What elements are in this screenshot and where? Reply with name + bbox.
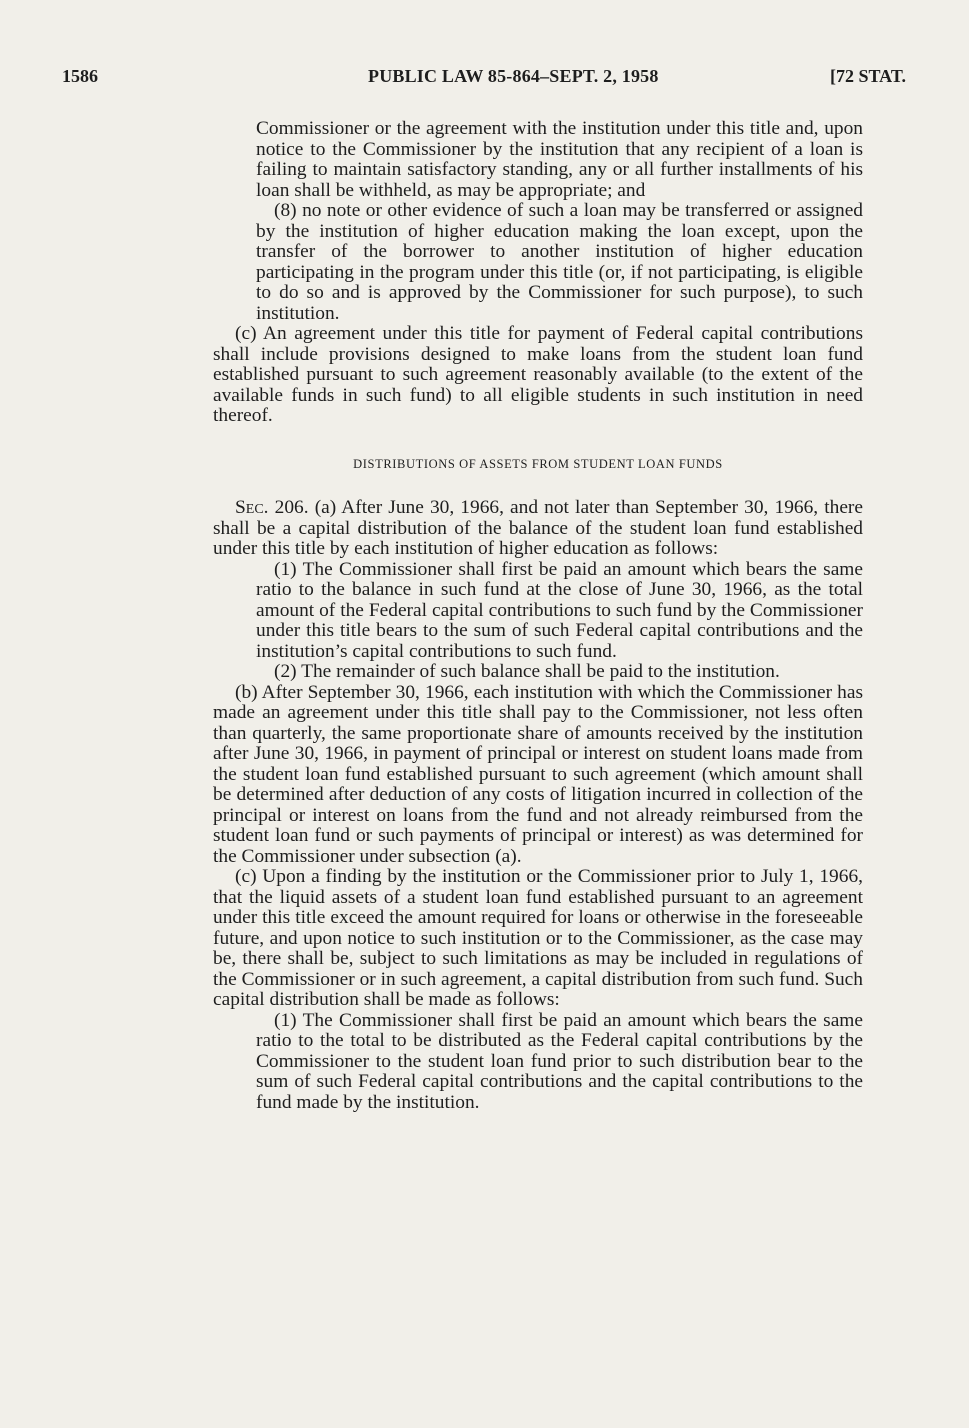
section-label: Sec. 206. (235, 497, 309, 518)
paragraph-subsection-b: (b) After September 30, 1966, each institution with which the Commissioner has made an agreement under this title shall pay to the Commissioner, not less often than quarterly, the same proportionate share of amounts received by the institution after June 30, 1966, in payment of principal or interest on student loans made from the student loan fund established pursuant to such agreement (which amount shall be determined after deduction of any costs of litigation incurred in collection of the principal or interest on loans from the fund and not already reimbursed from the student loan fund or such payments of principal or interest) as was determined for the Commissioner under subsection (a). (213, 681, 863, 867)
paragraph-a-2: (2) The remainder of such balance shall be paid to the institution. (274, 661, 780, 682)
paragraph-c-1: (1) The Commissioner shall first be paid an amount which bears the same ratio to the total to be distributed as the Federal capital contributions by the Commissioner to the student loan fund prior to such distribution bear to the sum of such Federal capital contributions and the capital contributions to the fund made by the institution. (256, 1009, 863, 1113)
paragraph-a-1: (1) The Commissioner shall first be paid an amount which bears the same ratio to the balance in such fund at the close of June 30, 1966, as the total amount of the Federal capital contributions to such fund by the Commissioner under this title bears to the sum of such Federal capital contributions and the institution’s capital contributions to such fund. (256, 558, 863, 662)
paragraph-sec-206-a-text: (a) After June 30, 1966, and not later than September 30, 1966, there shall be a capital distribution of the balance of the student loan fund established under this title by each institution of higher education as follows: (213, 497, 863, 559)
statute-reference: [72 STAT. (829, 66, 906, 86)
paragraph-item-8: (8) no note or other evidence of such a loan may be transferred or assigned by the institution of higher education making the loan except, upon the transfer of the borrower to another institution of higher education participating in the program under this title (or, if not participating, is eligible to do so and is approved by the Commissioner for such purpose), to such institution. (256, 200, 863, 324)
page-header (62, 66, 906, 94)
paragraph-continuation: Commissioner or the agreement with the institution under this title and, upon notice to the Commissioner by the institution that any recipient of a loan is failing to maintain satisfactory standing, any or all further installments of his loan shall be withheld, as may be appropriate; and (256, 118, 863, 201)
paragraph-subsection-c-2: (c) Upon a finding by the institution or the Commissioner prior to July 1, 1966, that the liquid assets of a student loan fund established pursuant to an agreement under this title exceed the amount required for loans or otherwise in the foreseeable future, and upon notice to such institution or to the Commissioner, as the case may be, there shall be, subject to such limitations as may be included in regulations of the Commissioner or in such agreement, a capital distribution from such fund. Such capital distribution shall be made as follows: (213, 866, 863, 1010)
running-title: PUBLIC LAW 85-864–SEPT. 2, 1958 (368, 66, 659, 86)
document-body (213, 119, 863, 1113)
paragraph-sec-206-a (213, 498, 863, 560)
page-number: 1586 (62, 66, 98, 86)
paragraph-subsection-c: (c) An agreement under this title for payment of Federal capital contributions shall include provisions designed to make loans from the student loan fund established pursuant to such agreement reasonably available (to the extent of the available funds in such fund) to all eligible students in such institution in need thereof. (213, 323, 863, 426)
section-heading: DISTRIBUTIONS OF ASSETS FROM STUDENT LOAN FUNDS (353, 456, 723, 471)
